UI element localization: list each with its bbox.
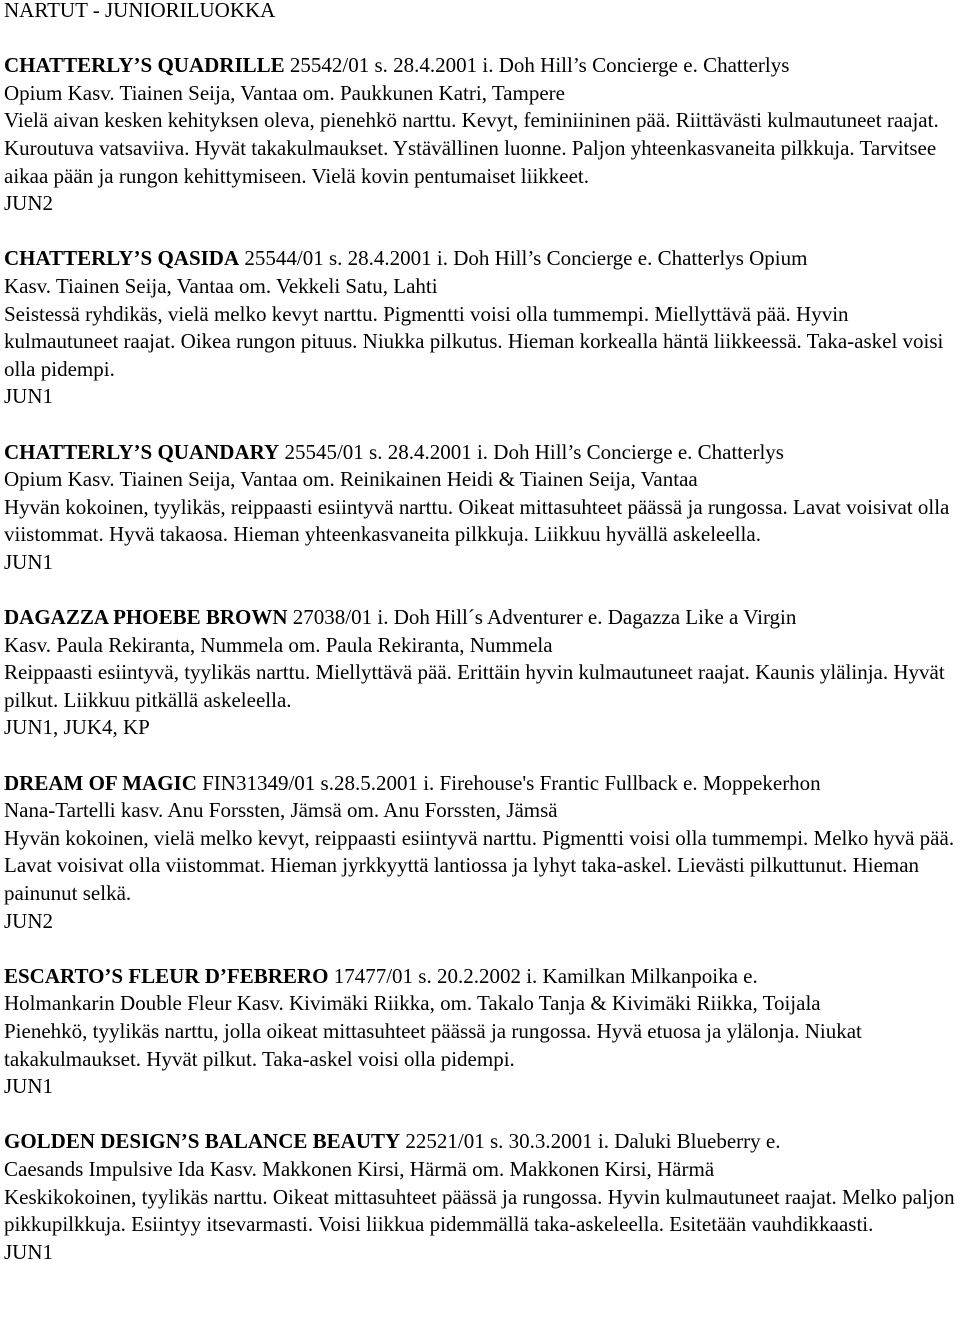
dog-name: CHATTERLY’S QUADRILLE [4, 53, 285, 78]
judge-critique: Hyvän kokoinen, tyylikäs, reippaasti esiintyvä narttu. Oikeat mittasuhteet päässä ja rungossa. Lavat voisivat olla viistommat. Hyvä takaosa. Hieman yhteenkasvaneita pilkkuja. Liikkuu hyvällä askeleella. [4, 494, 950, 547]
entry-header [4, 963, 958, 1018]
document [4, 0, 958, 1266]
registration-details: FIN31349/01 s.28.5.2001 i. Firehouse's Frantic Fullback e. Moppekerhon [196, 770, 821, 795]
dog-entry [4, 245, 958, 411]
dog-entry [4, 1128, 958, 1266]
dog-entry [4, 770, 958, 936]
dog-entry [4, 439, 958, 577]
result-grade: JUN1 [4, 1074, 54, 1099]
dog-name: DAGAZZA PHOEBE BROWN [4, 605, 288, 630]
registration-details: 25545/01 s. 28.4.2001 i. Doh Hill’s Concierge e. Chatterlys [279, 439, 784, 464]
entry-header [4, 1128, 958, 1183]
breeder-owner: Caesands Impulsive Ida Kasv. Makkonen Kirsi, Härmä om. Makkonen Kirsi, Härmä [4, 1156, 715, 1181]
registration-details: 25542/01 s. 28.4.2001 i. Doh Hill’s Concierge e. Chatterlys [284, 53, 790, 78]
judge-critique: Reippaasti esiintyvä, tyylikäs narttu. Miellyttävä pää. Erittäin hyvin kulmautuneet raajat. Kaunis ylälinja. Hyvät pilkut. Liikkuu pitkällä askeleella. [4, 660, 945, 712]
breeder-owner: Kasv. Paula Rekiranta, Nummela om. Paula Rekiranta, Nummela [4, 632, 553, 657]
result-grade: JUN2 [4, 908, 54, 933]
page-heading: NARTUT - JUNIORILUOKKA [4, 0, 276, 22]
breeder-owner: Kasv. Tiainen Seija, Vantaa om. Vekkeli Satu, Lahti [4, 273, 438, 298]
registration-details: 25544/01 s. 28.4.2001 i. Doh Hill’s Concierge e. Chatterlys Opium [239, 246, 808, 271]
dog-entry [4, 52, 958, 218]
entry-header [4, 439, 958, 494]
result-grade: JUN1 [4, 1239, 54, 1264]
registration-details: 17477/01 s. 20.2.2002 i. Kamilkan Milkanpoika e. [328, 963, 758, 988]
judge-critique: Vielä aivan kesken kehityksen oleva, pienehkö narttu. Kevyt, feminiininen pää. Riittävästi kulmautuneet raajat. Kuroutuva vatsaviiva. Hyvät takakulmaukset. Ystävällinen luonne. Paljon yhteenkasvaneita pilkkuja. Tarvitsee aikaa pään ja rungon kehittymiseen. Vielä kovin pentumaiset liikkeet. [4, 108, 939, 188]
dog-name: DREAM OF MAGIC [4, 770, 197, 795]
entry-header [4, 245, 958, 300]
entry-header [4, 770, 958, 825]
dog-name: CHATTERLY’S QUANDARY [4, 439, 280, 464]
result-grade: JUN1 [4, 549, 54, 574]
breeder-owner: Opium Kasv. Tiainen Seija, Vantaa om. Paukkunen Katri, Tampere [4, 80, 565, 105]
dog-name: GOLDEN DESIGN’S BALANCE BEAUTY [4, 1129, 401, 1154]
judge-critique: Keskikokoinen, tyylikäs narttu. Oikeat mittasuhteet päässä ja rungossa. Hyvin kulmautuneet raajat. Melko paljon pikkupilkkuja. Esiintyy itsevarmasti. Voisi liikkua pidemmällä taka-askeleella. Esitetään vauhdikkaasti. [4, 1184, 955, 1237]
entry-list [4, 52, 958, 1266]
entry-header [4, 604, 958, 659]
registration-details: 27038/01 i. Doh Hill´s Adventurer e. Dagazza Like a Virgin [287, 605, 797, 630]
judge-critique: Hyvän kokoinen, vielä melko kevyt, reippaasti esiintyvä narttu. Pigmentti voisi olla tummempi. Melko hyvä pää. Lavat voisivat olla viistommat. Hieman jyrkkyyttä lantiossa ja lyhyt taka-askel. Lievästi pilkuttunut. Hieman painunut selkä. [4, 825, 955, 905]
dog-name: ESCARTO’S FLEUR D’FEBRERO [4, 963, 329, 988]
spacer [4, 25, 958, 53]
judge-critique: Pienehkö, tyylikäs narttu, jolla oikeat mittasuhteet päässä ja rungossa. Hyvä etuosa ja ylälonja. Niukat takakulmaukset. Hyvät pilkut. Taka-askel voisi olla pidempi. [4, 1018, 862, 1071]
result-grade: JUN2 [4, 191, 54, 216]
result-grade: JUN1, JUK4, KP [4, 715, 150, 740]
breeder-owner: Nana-Tartelli kasv. Anu Forssten, Jämsä om. Anu Forssten, Jämsä [4, 798, 558, 823]
judge-critique: Seistessä ryhdikäs, vielä melko kevyt narttu. Pigmentti voisi olla tummempi. Miellyttävä pää. Hyvin kulmautuneet raajat. Oikea rungon pituus. Niukka pilkutus. Hieman korkealla häntä liikkeessä. Taka-askel voisi olla pidempi. [4, 301, 944, 381]
dog-entry [4, 963, 958, 1101]
result-grade: JUN1 [4, 384, 54, 409]
breeder-owner: Opium Kasv. Tiainen Seija, Vantaa om. Reinikainen Heidi & Tiainen Seija, Vantaa [4, 467, 698, 492]
breeder-owner: Holmankarin Double Fleur Kasv. Kivimäki Riikka, om. Takalo Tanja & Kivimäki Riikka, Toijala [4, 991, 821, 1016]
dog-entry [4, 604, 958, 742]
entry-header [4, 52, 958, 107]
dog-name: CHATTERLY’S QASIDA [4, 246, 240, 271]
registration-details: 22521/01 s. 30.3.2001 i. Daluki Blueberry e. [400, 1129, 781, 1154]
